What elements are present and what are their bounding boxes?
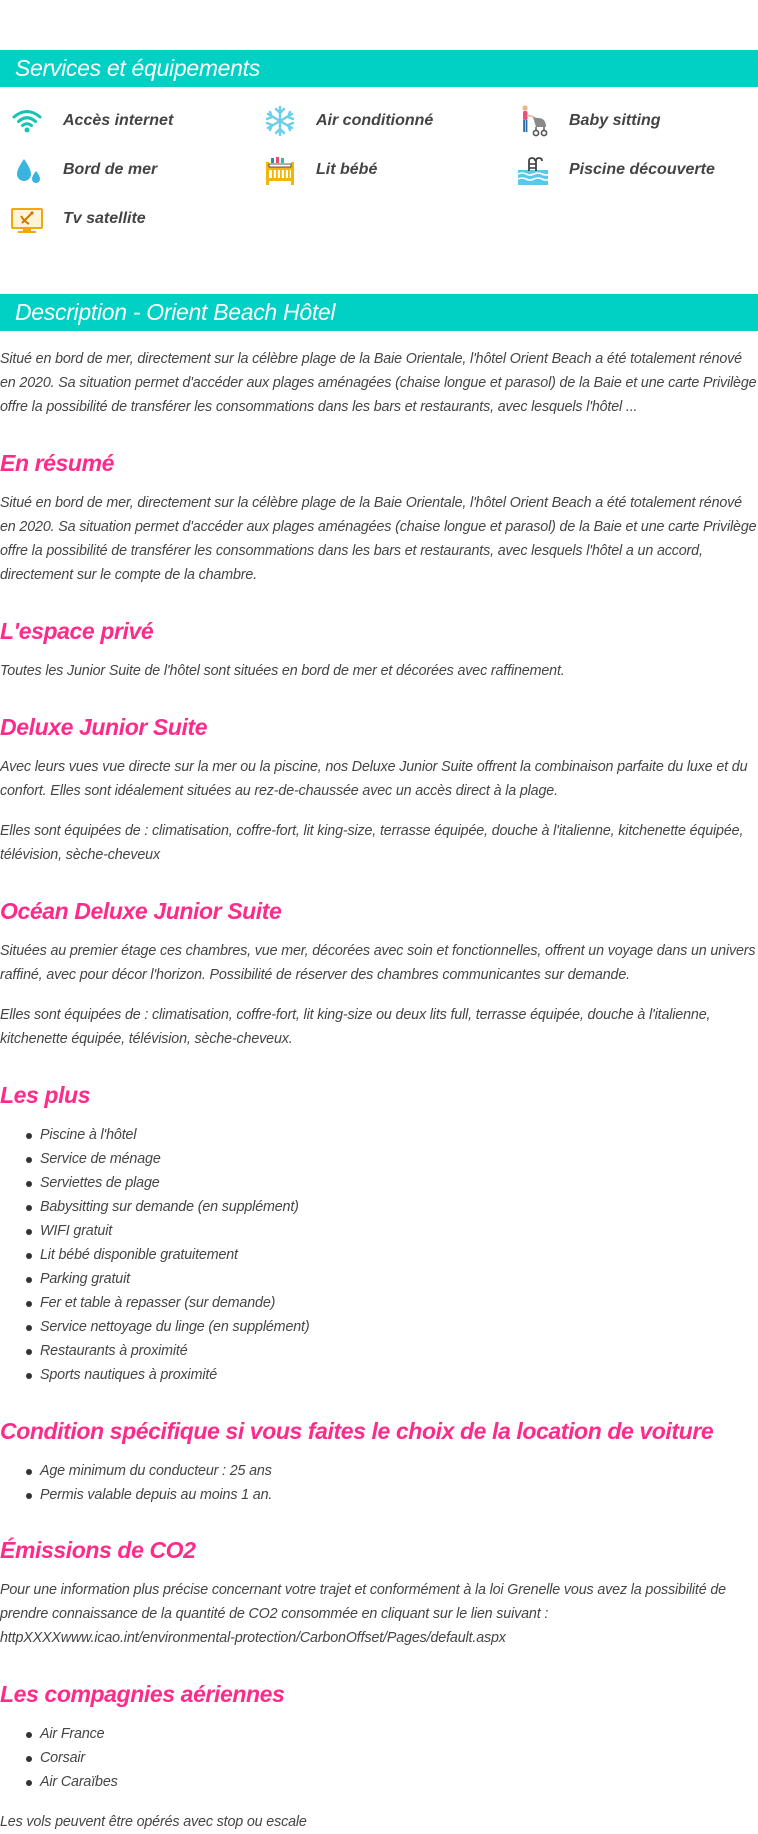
airlines-list	[0, 1722, 118, 1794]
resume-heading: En résumé	[0, 450, 115, 476]
ocean-paragraph-2: Elles sont équipées de : climatisation, coffre-fort, lit king-size ou deux lits full, terrasse équipée, douche à l'italienne, kitchenette équipée, télévision, sèche-cheveux.	[0, 1007, 711, 1047]
description-title: Description - Orient Beach Hôtel	[0, 294, 758, 331]
co2-heading: Émissions de CO2	[0, 1537, 196, 1563]
service-item-internet	[10, 104, 173, 138]
deluxe-paragraph-2: Elles sont équipées de : climatisation, coffre-fort, lit king-size, terrasse équipée, douche à l'italienne, kitchenette équipée, télévision, sèche-cheveux	[0, 823, 744, 863]
snowflake-icon	[263, 104, 297, 138]
service-label: Bord de mer	[63, 161, 158, 178]
list-item: Service de ménage	[40, 1147, 309, 1171]
espace-text: Toutes les Junior Suite de l'hôtel sont situées en bord de mer et décorées avec raffinement.	[0, 663, 565, 679]
description-intro: Situé en bord de mer, directement sur la célèbre plage de la Baie Orientale, l'hôtel Orient Beach a été totalement rénové en 2020. Sa situation permet d'accéder aux plages aménagées (chaise longue et parasol) de la Baie et une carte Privilège offre la possibilité de transférer les consommations dans les bars et restaurants, avec lesquels l'hôtel ...	[0, 351, 757, 415]
list-item: Fer et table à repasser (sur demande)	[40, 1291, 309, 1315]
list-item: Piscine à l'hôtel	[40, 1123, 309, 1147]
list-item: Lit bébé disponible gratuitement	[40, 1243, 309, 1267]
deluxe-paragraph-1: Avec leurs vues vue directe sur la mer ou la piscine, nos Deluxe Junior Suite offrent la combinaison parfaite du luxe et du confort. Elles sont idéalement situées au rez-de-chaussée avec un accès direct à la plage.	[0, 759, 748, 799]
services-title: Services et équipements	[0, 50, 758, 87]
list-item: Air France	[40, 1722, 118, 1746]
co2-text: Pour une information plus précise concernant votre trajet et conformément à la loi Grenelle vous avez la possibilité de prendre connaissance de la quantité de CO2 consommée en cliquant sur le lien suivant : httpXXXXwww.icao.int/environmental-protection/CarbonOffset/Pages/default.aspx	[0, 1582, 726, 1646]
list-item: Permis valable depuis au moins 1 an.	[40, 1483, 272, 1507]
condition-list	[0, 1459, 272, 1507]
plus-heading: Les plus	[0, 1082, 91, 1108]
service-label: Accès internet	[63, 112, 174, 129]
service-label: Air conditionné	[316, 112, 434, 129]
water-drops-icon	[10, 153, 44, 187]
crib-icon	[263, 153, 297, 187]
list-item: Age minimum du conducteur : 25 ans	[40, 1459, 272, 1483]
service-label: Baby sitting	[569, 112, 661, 129]
service-item-seaside	[10, 153, 157, 187]
service-item-crib	[263, 153, 377, 187]
list-item: Parking gratuit	[40, 1267, 309, 1291]
list-item: WIFI gratuit	[40, 1219, 309, 1243]
stroller-icon	[516, 104, 550, 138]
satellite-tv-icon	[10, 202, 44, 236]
deluxe-heading: Deluxe Junior Suite	[0, 714, 208, 740]
service-label: Piscine découverte	[569, 161, 715, 178]
wifi-icon	[10, 104, 44, 138]
ocean-paragraph-1: Situées au premier étage ces chambres, vue mer, décorées avec soin et fonctionnelles, offrent un voyage dans un univers raffiné, avec pour décor l'horizon. Possibilité de réserver des chambres communicantes sur demande.	[0, 943, 756, 983]
service-label: Lit bébé	[316, 161, 378, 178]
airlines-note: Les vols peuvent être opérés avec stop ou escale	[0, 1814, 307, 1830]
service-item-air-conditioning	[263, 104, 433, 138]
condition-heading: Condition spécifique si vous faites le choix de la location de voiture	[0, 1418, 714, 1444]
ocean-heading: Océan Deluxe Junior Suite	[0, 898, 282, 924]
service-item-pool	[516, 153, 715, 187]
plus-list	[0, 1123, 309, 1387]
list-item: Service nettoyage du linge (en supplément)	[40, 1315, 309, 1339]
service-item-satellite-tv	[10, 202, 146, 236]
airlines-heading: Les compagnies aériennes	[0, 1681, 285, 1707]
list-item: Serviettes de plage	[40, 1171, 309, 1195]
list-item: Sports nautiques à proximité	[40, 1363, 309, 1387]
list-item: Babysitting sur demande (en supplément)	[40, 1195, 309, 1219]
resume-text: Situé en bord de mer, directement sur la célèbre plage de la Baie Orientale, l'hôtel Orient Beach a été totalement rénové en 2020. Sa situation permet d'accéder aux plages aménagées (chaise longue et parasol) de la Baie et une carte Privilège offre la possibilité de transférer les consommations dans les bars et restaurants, avec lesquels l'hôtel a un accord, directement sur le compte de la chambre.	[0, 495, 757, 583]
pool-icon	[516, 153, 550, 187]
list-item: Air Caraïbes	[40, 1770, 118, 1794]
service-item-baby-sitting	[516, 104, 661, 138]
list-item: Restaurants à proximité	[40, 1339, 309, 1363]
espace-heading: L'espace privé	[0, 618, 154, 644]
service-label: Tv satellite	[63, 210, 146, 227]
list-item: Corsair	[40, 1746, 118, 1770]
